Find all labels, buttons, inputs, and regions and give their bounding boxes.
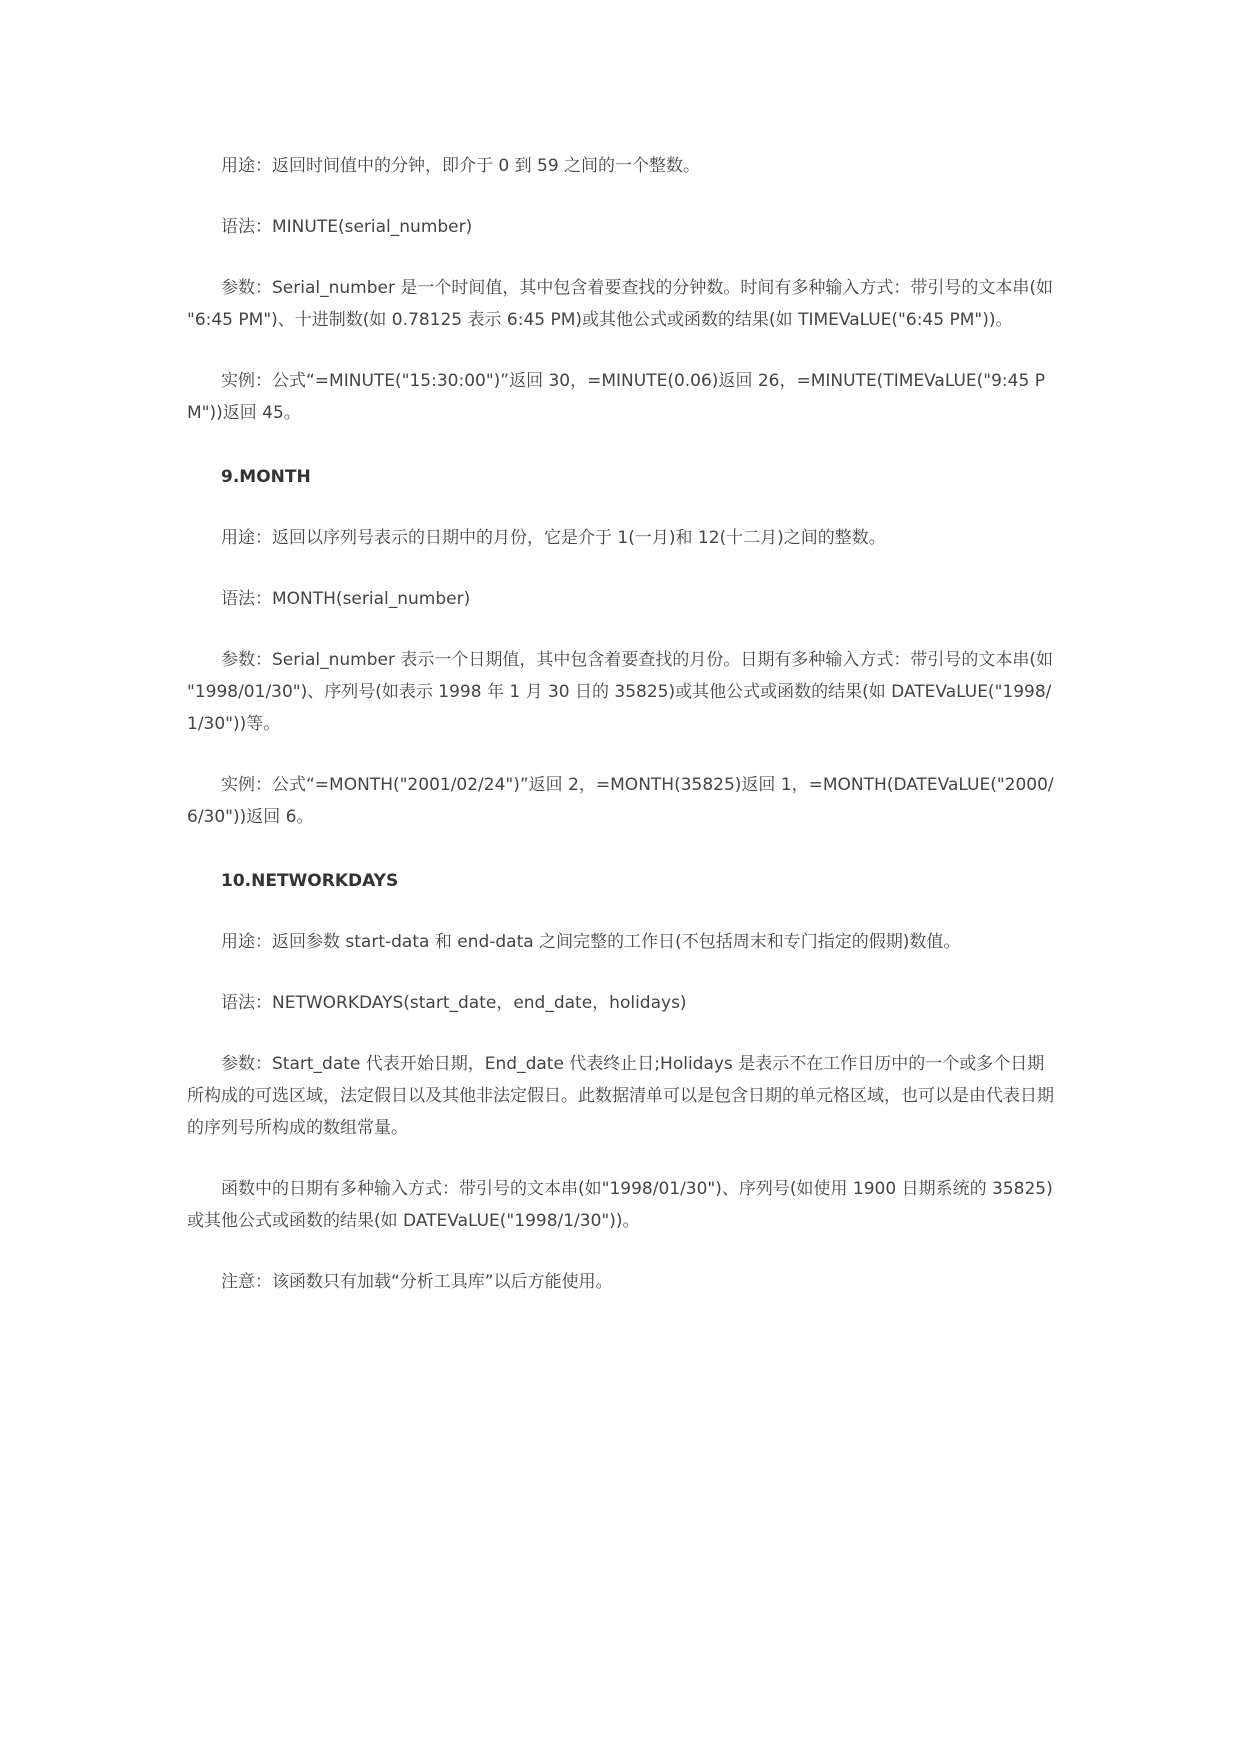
minute-syntax: 语法：MINUTE(serial_number) — [221, 217, 473, 237]
document-page — [187, 150, 1059, 1298]
networkdays-params: 参数：Start_date 代表开始日期，End_date 代表终止日;Holidays 是表示不在工作日历中的一个或多个日期所构成的可选区域，法定假日以及其他非法定假日。此数据清单可以是包含日期的单元格区域，也可以是由代表日期的序列号所构成的数组常量。 — [187, 1054, 1054, 1138]
month-heading: 9.MONTH — [221, 467, 311, 487]
month-usage: 用途：返回以序列号表示的日期中的月份，它是介于 1(一月)和 12(十二月)之间的整数。 — [221, 528, 886, 548]
networkdays-heading: 10.NETWORKDAYS — [221, 871, 399, 891]
minute-usage: 用途：返回时间值中的分钟，即介于 0 到 59 之间的一个整数。 — [221, 156, 701, 176]
networkdays-usage: 用途：返回参数 start-data 和 end-data 之间完整的工作日(不包括周末和专门指定的假期)数值。 — [221, 932, 961, 952]
minute-params: 参数：Serial_number 是一个时间值，其中包含着要查找的分钟数。时间有多种输入方式：带引号的文本串(如 "6:45 PM")、十进制数(如 0.78125 表示 6:45 PM)或其他公式或函数的结果(如 TIMEVaLUE("6:45 PM"))。 — [187, 278, 1059, 330]
networkdays-syntax: 语法：NETWORKDAYS(start_date，end_date，holidays) — [221, 993, 687, 1013]
month-params: 参数：Serial_number 表示一个日期值，其中包含着要查找的月份。日期有多种输入方式：带引号的文本串(如 "1998/01/30")、序列号(如表示 1998 年 1 月 30 日的 35825)或其他公式或函数的结果(如 DATEVaLUE("1998/1/30"))等。 — [187, 650, 1059, 734]
minute-example: 实例：公式“=MINUTE("15:30:00")”返回 30，=MINUTE(0.06)返回 26，=MINUTE(TIMEVaLUE("9:45 PM"))返回 45。 — [187, 371, 1045, 423]
month-syntax: 语法：MONTH(serial_number) — [221, 589, 471, 609]
month-example: 实例：公式“=MONTH("2001/02/24")”返回 2，=MONTH(35825)返回 1，=MONTH(DATEVaLUE("2000/6/30"))返回 6。 — [187, 775, 1054, 827]
networkdays-input-note: 函数中的日期有多种输入方式：带引号的文本串(如"1998/01/30")、序列号(如使用 1900 日期系统的 35825)或其他公式或函数的结果(如 DATEVaLUE("1998/1/30"))。 — [187, 1179, 1053, 1231]
networkdays-note: 注意：该函数只有加载“分析工具库”以后方能使用。 — [221, 1272, 613, 1292]
